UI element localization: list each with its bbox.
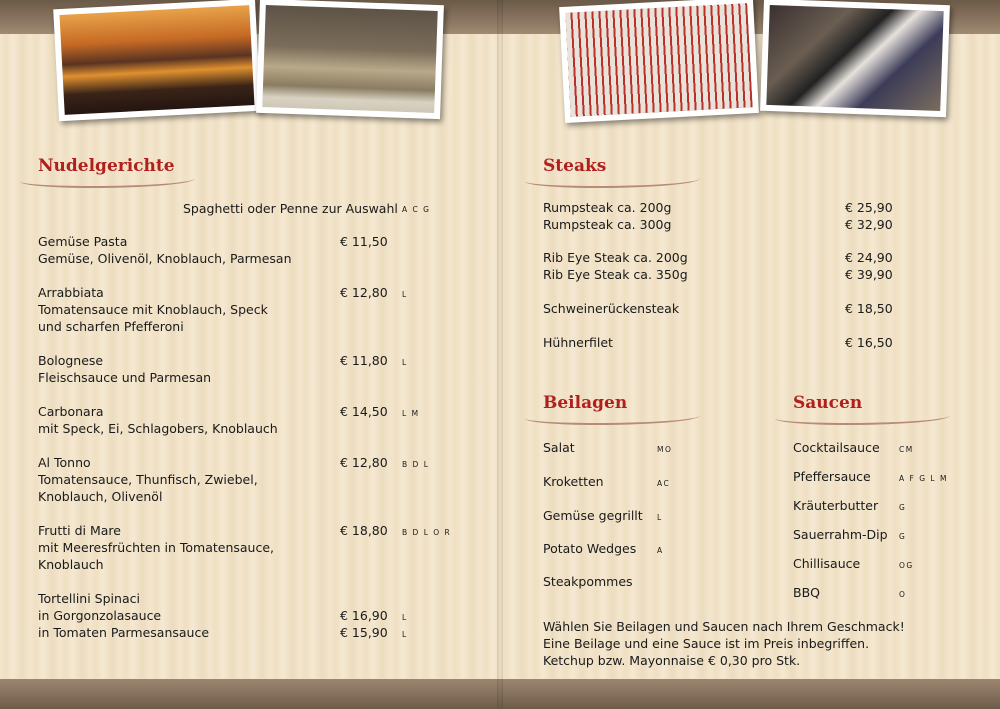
dish-desc: Fleischsauce und Parmesan [38,370,212,385]
steak-price: € 25,90 [845,200,893,215]
sides-note-line: Wählen Sie Beilagen und Saucen nach Ihrem Geschmack! [543,619,905,634]
sauce-name: BBQ [793,585,820,600]
dish-desc: in Tomaten Parmesansauce [38,625,210,640]
nudelgerichte-title: Nudelgerichte [38,156,175,176]
dish-name: Frutti di Mare [38,523,121,538]
accordion-photo [559,0,759,123]
sauce-allergens: G [899,532,907,541]
saucen-underline [775,409,950,425]
sauce-name: Pfeffersauce [793,469,871,484]
backpack-hat-photo [256,0,444,119]
dish-name: Bolognese [38,353,104,368]
side-name: Kroketten [543,474,604,489]
steak-price: € 24,90 [845,250,893,265]
dish-allergens: L [402,290,408,299]
side-allergens: AC [657,479,671,488]
dish-desc: Knoblauch, Olivenöl [38,489,163,504]
dish-allergens: L [402,630,408,639]
steaks-title: Steaks [543,156,607,176]
dish-desc: Tomatensauce mit Knoblauch, Speck [38,302,268,317]
dish-allergens: L [402,358,408,367]
right-page [500,0,1000,709]
side-name: Steakpommes [543,574,633,589]
dish-desc: Tomatensauce, Thunfisch, Zwiebel, [38,472,258,487]
sauce-name: Cocktailsauce [793,440,880,455]
steaks-underline [525,172,700,188]
dish-allergens: B D L O R [402,528,452,537]
side-name: Salat [543,440,575,455]
dish-price: € 12,80 [340,285,388,300]
wood-border-bottom [500,679,1000,709]
steak-name: Rumpsteak ca. 200g [543,200,672,215]
folk-dancers-photo [760,0,950,117]
dish-name: Gemüse Pasta [38,234,128,249]
beilagen-underline [525,409,700,425]
side-allergens: L [657,513,663,522]
dish-name: Arrabbiata [38,285,104,300]
steak-name: Rumpsteak ca. 300g [543,217,672,232]
sauce-name: Chillisauce [793,556,861,571]
side-allergens: A [657,546,664,555]
page-fold [497,0,503,709]
steak-name: Rib Eye Steak ca. 200g [543,250,688,265]
sauce-allergens: G [899,503,907,512]
dish-desc: Gemüse, Olivenöl, Knoblauch, Parmesan [38,251,292,266]
dish-name: Al Tonno [38,455,91,470]
dish-price: € 11,50 [340,234,388,249]
sauce-name: Sauerrahm-Dip [793,527,888,542]
dish-desc: mit Speck, Ei, Schlagobers, Knoblauch [38,421,278,436]
steak-name: Schweinerückensteak [543,301,680,316]
dish-price: € 16,90 [340,608,388,623]
sauce-allergens: OG [899,561,914,570]
side-allergens: MO [657,445,673,454]
pasta-choice-note: Spaghetti oder Penne zur Auswahl [183,201,398,216]
dish-desc: Knoblauch [38,557,104,572]
sides-note-line: Eine Beilage und eine Sauce ist im Preis inbegriffen. [543,636,870,651]
sauce-allergens: A F G L M [899,474,948,483]
dish-price: € 18,80 [340,523,388,538]
steak-price: € 39,90 [845,267,893,282]
beilagen-title: Beilagen [543,393,628,413]
dish-desc: in Gorgonzolasauce [38,608,162,623]
steak-price: € 32,90 [845,217,893,232]
dish-price: € 14,50 [340,404,388,419]
sauce-name: Kräuterbutter [793,498,879,513]
dish-name: Tortellini Spinaci [38,591,140,606]
saucen-title: Saucen [793,393,863,413]
steak-price: € 18,50 [845,301,893,316]
pasta-choice-allergens: A C G [402,205,431,214]
dish-price: € 11,80 [340,353,388,368]
side-name: Potato Wedges [543,541,637,556]
steak-price: € 16,50 [845,335,893,350]
dish-desc: mit Meeresfrüchten in Tomatensauce, [38,540,275,555]
steak-name: Rib Eye Steak ca. 350g [543,267,688,282]
sides-note-line: Ketchup bzw. Mayonnaise € 0,30 pro Stk. [543,653,801,668]
sauce-allergens: O [899,590,907,599]
dish-price: € 12,80 [340,455,388,470]
sunset-lake-photo [53,0,261,121]
sauce-allergens: CM [899,445,914,454]
dish-name: Carbonara [38,404,104,419]
dish-allergens: L [402,613,408,622]
dish-allergens: L M [402,409,420,418]
dish-price: € 15,90 [340,625,388,640]
wood-border-bottom [0,679,500,709]
nudelgerichte-underline [20,172,195,188]
side-name: Gemüse gegrillt [543,508,643,523]
steak-name: Hühnerfilet [543,335,613,350]
dish-allergens: B D L [402,460,430,469]
dish-desc: und scharfen Pfefferoni [38,319,184,334]
